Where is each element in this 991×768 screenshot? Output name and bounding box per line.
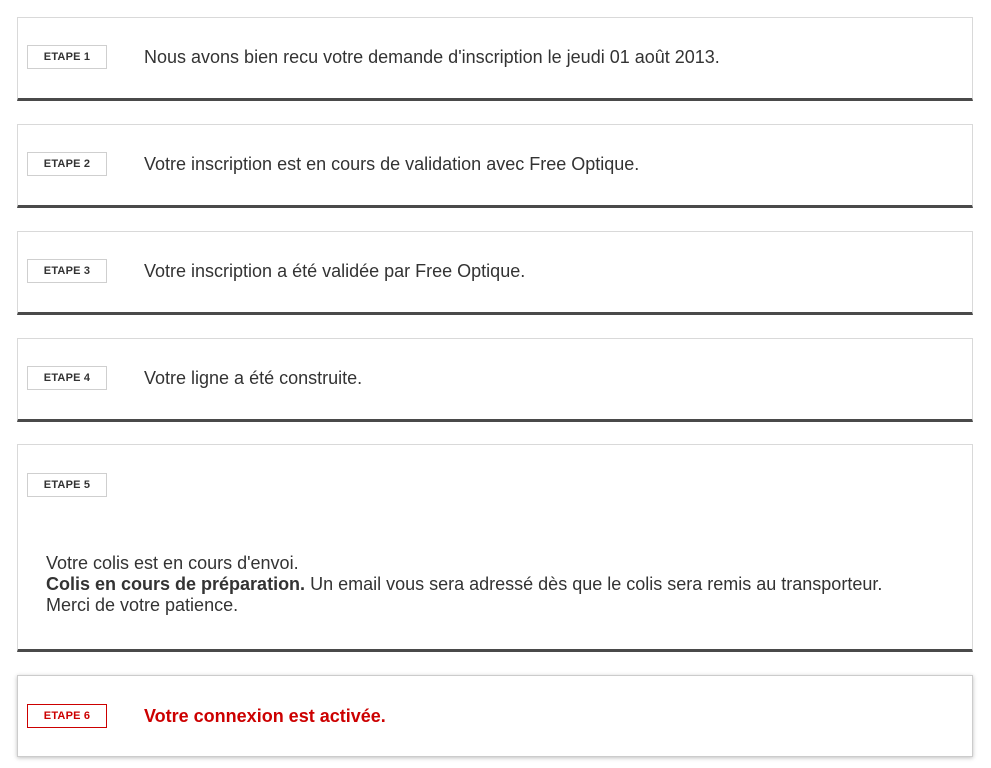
step-4 — [17, 338, 973, 422]
step-message: Votre ligne a été construite. — [144, 368, 363, 388]
step-message: Votre inscription a été validée par Free Optique. — [144, 261, 526, 281]
shipping-detail-text — [46, 574, 912, 616]
step-message: Votre inscription est en cours de validation avec Free Optique. — [144, 154, 640, 174]
shipping-detail-rest: Un email vous sera adressé dès que le colis sera remis au transporteur. Merci de votre patience. — [46, 574, 883, 615]
step-5 — [17, 444, 973, 652]
step-badge: ETAPE 6 — [27, 704, 107, 728]
shipping-status-bold: Colis en cours de préparation. — [46, 574, 306, 594]
step-message — [46, 553, 912, 616]
step-message: Votre connexion est activée. — [144, 706, 386, 726]
step-badge: ETAPE 4 — [27, 366, 107, 390]
step-2 — [17, 124, 973, 208]
step-badge: ETAPE 1 — [27, 45, 107, 69]
step-badge: ETAPE 2 — [27, 152, 107, 176]
step-3 — [17, 231, 973, 315]
step-message: Nous avons bien recu votre demande d'inscription le jeudi 01 août 2013. — [144, 47, 720, 67]
step-6 — [17, 675, 973, 757]
step-1 — [17, 17, 973, 101]
shipping-status-text: Votre colis est en cours d'envoi. — [46, 553, 299, 573]
step-badge: ETAPE 5 — [27, 473, 107, 497]
step-badge: ETAPE 3 — [27, 259, 107, 283]
